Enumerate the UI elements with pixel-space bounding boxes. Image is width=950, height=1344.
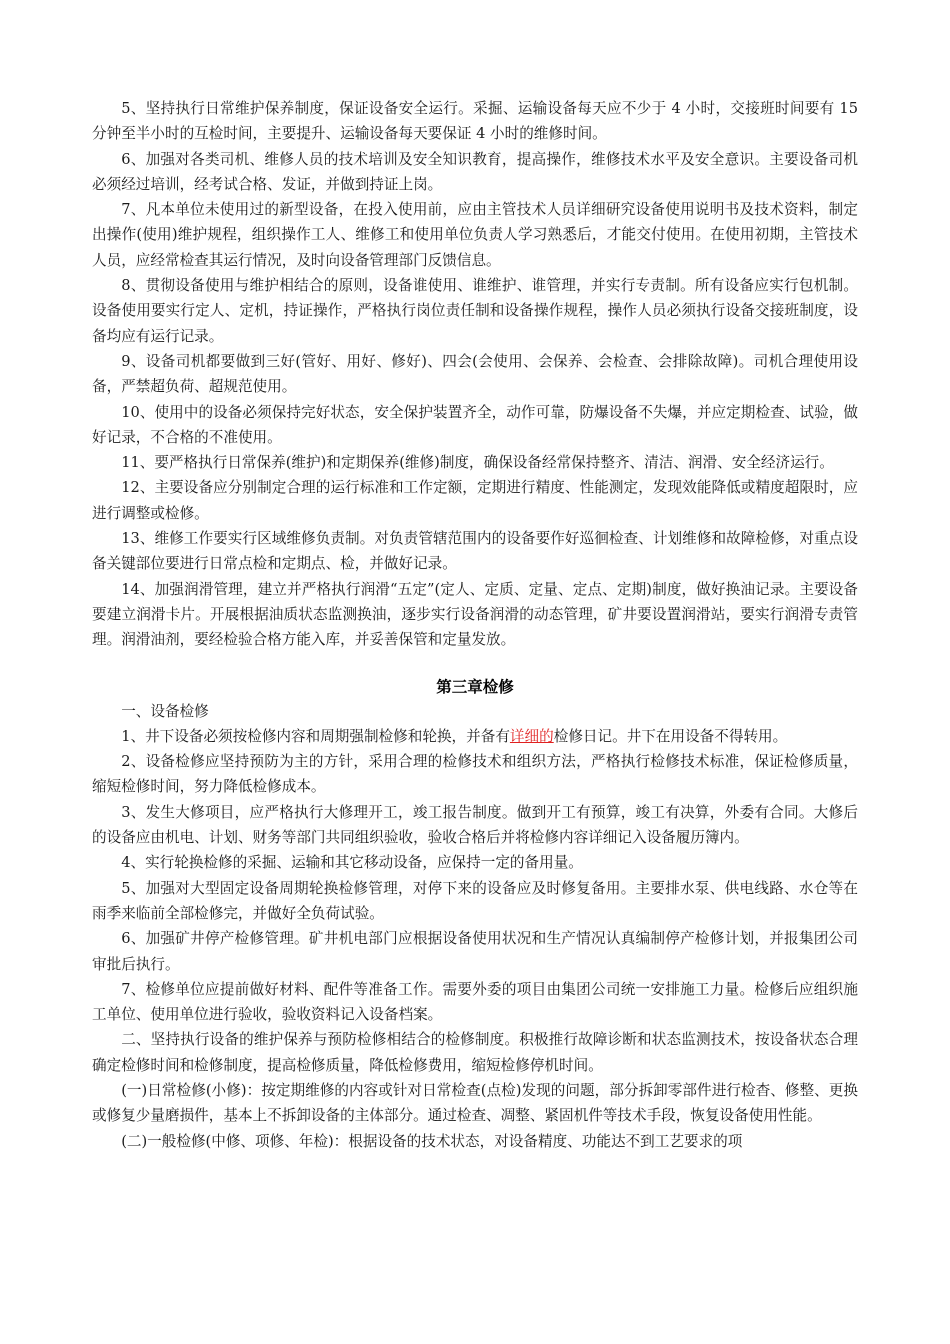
paragraph-repair-6: 6、加强矿井停产检修管理。矿井机电部门应根据设备使用状况和生产情况认真编制停产检修计划，并报集团公司审批后执行。 — [92, 930, 858, 973]
paragraph-item-10: 10、使用中的设备必须保持完好状态，安全保护装置齐全，动作可靠，防爆设备不失爆，并应定期检查、试验，做好记录，不合格的不准使用。 — [92, 403, 858, 446]
paragraph-item-14: 14、加强润滑管理，建立并严格执行润滑“五定”(定人、定质、定量、定点、定期)制度，做好换油记录。主要设备要建立润滑卡片。开展根据油质状态监测换油，逐步实行设备润滑的动态管理，矿井要设置润滑站，要实行润滑专责管理。润滑油剂，要经检验合格方能入库，并妥善保管和定量发放。 — [92, 580, 858, 649]
paragraph-item-11: 11、要严格执行日常保养(维护)和定期保养(维修)制度，确保设备经常保持整齐、清洁、润滑、安全经济运行。 — [121, 454, 834, 472]
paragraph-item-13: 13、维修工作要实行区域维修负责制。对负责管辖范围内的设备要作好巡徊检查、计划维修和故障检修，对重点设备关键部位要进行日常点检和定期点、检，并做好记录。 — [92, 530, 858, 573]
paragraph-repair-2: 2、设备检修应坚持预防为主的方针，采用合理的检修技术和组织方法，严格执行检修技术标准，保证检修质量，缩短检修时间，努力降低检修成本。 — [92, 753, 858, 796]
paragraph-item-9: 9、设备司机都要做到三好(管好、用好、修好)、四会(会使用、会保养、会检查、会排除故障)。司机合理使用设备，严禁超负荷、超规范使用。 — [92, 352, 858, 396]
paragraph-text: 检修日记。井下在用设备不得转用。 — [553, 727, 788, 745]
paragraph-item-7: 7、凡本单位未使用过的新型设备，在投入使用前，应由主管技术人员详细研究设备使用说明书及技术资料，制定出操作(使用)维护规程，组织操作工人、维修工和使用单位负责人学习熟悉后，才能交付使用。在使用初期，主管技术人员，应经常检查其运行情况，及时向设备管理部门反馈信息。 — [92, 201, 858, 269]
paragraph-item-5: 5、坚持执行日常维护保养制度，保证设备安全运行。采掘、运输设备每天应不少于 4 小时，交接班时间要有 15 分钟至半小时的互检时间，主要提升、运输设备每天要保证 4 小时的维修时间。 — [92, 100, 858, 143]
paragraph-repair-7: 7、检修单位应提前做好材料、配件等准备工作。需要外委的项目由集团公司统一安排施工力量。检修后应组织施工单位、使用单位进行验收，验收资料记入设备档案。 — [92, 980, 858, 1024]
paragraph-item-6: 6、加强对各类司机、维修人员的技术培训及安全知识教育，提高操作，维修技术水平及安全意识。主要设备司机必须经过培训，经考试合格、发证，并做到持证上岗。 — [92, 150, 858, 193]
paragraph-item-12: 12、主要设备应分别制定合理的运行标准和工作定额，定期进行精度、性能测定，发现效能降低或精度超限时，应进行调整或检修。 — [92, 479, 858, 522]
paragraph-text: 1、井下设备必须按检修内容和周期强制检修和轮换，并备有 — [121, 727, 510, 745]
paragraph-repair-1 — [92, 724, 858, 749]
paragraph-repair-3: 3、发生大修项目，应严格执行大修理开工，竣工报告制度。做到开工有预算，竣工有决算，外委有合同。大修后的设备应由机电、计划、财务等部门共同组织验收，验收合格后并将检修内容详细记入设备履历簿内。 — [92, 803, 858, 847]
document-page — [92, 96, 858, 1154]
paragraph-item-8: 8、贯彻设备使用与维护相结合的原则，设备谁使用、谁维护、谁管理，并实行专责制。所有设备应实行包机制。设备使用要实行定人、定机，持证操作，严格执行岗位责任制和设备操作规程，操作人员必须执行设备交接班制度，设备均应有运行记录。 — [92, 277, 858, 345]
paragraph-maintenance-policy: 二、坚持执行设备的维护保养与预防检修相结合的检修制度。积极推行故障诊断和状态监测技术，按设备状态合理确定检修时间和检修制度，提高检修质量，降低检修费用，缩短检修停机时间。 — [92, 1031, 858, 1074]
highlighted-text: 详细的 — [509, 727, 554, 745]
paragraph-repair-5: 5、加强对大型固定设备周期轮换检修管理，对停下来的设备应及时修复备用。主要排水泵、供电线路、水仓等在雨季来临前全部检修完，并做好全负荷试验。 — [92, 879, 858, 922]
paragraph-general-repair: (二)一般检修(中修、项修、年检)：根据设备的技术状态，对设备精度、功能达不到工艺要求的项 — [121, 1132, 743, 1150]
paragraph-daily-repair: (一)日常检修(小修)：按定期维修的内容或针对日常检查(点检)发现的问题，部分拆卸零部件进行检杳、修整、更换或修复少量磨损件，基本上不拆卸设备的主体部分。通过检查、凋整、紧固机件等技术手段，恢复设备使用性能。 — [92, 1081, 858, 1125]
section-heading-equipment-repair: 一、设备检修 — [121, 702, 209, 720]
chapter-title: 第三章检修 — [436, 677, 514, 696]
paragraph-repair-4: 4、实行轮换检修的采掘、运输和其它移动设备，应保持一定的备用量。 — [121, 854, 583, 872]
